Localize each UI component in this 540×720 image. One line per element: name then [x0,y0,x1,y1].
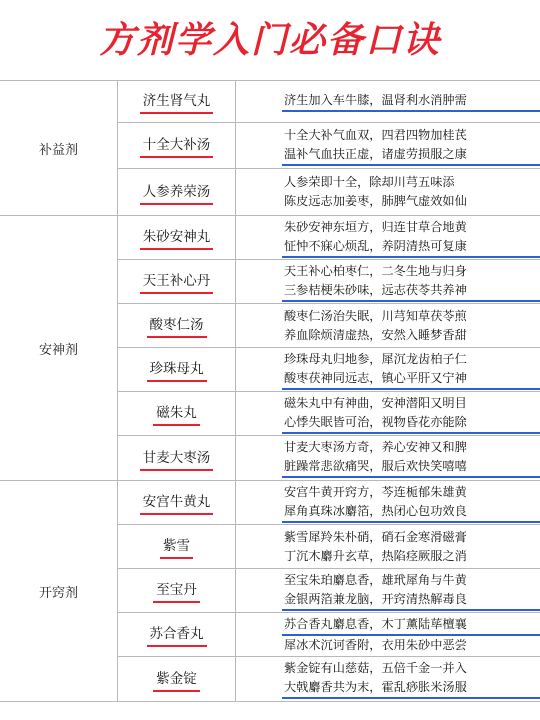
category-label: 补益剂 [0,81,118,215]
formula-name-cell [118,81,236,122]
formula-name: 十全大补汤 [140,133,214,158]
formula-name-cell [118,613,236,656]
formula-table [0,80,540,702]
verse-line: 十全大补气血双，四君四物加桂芪 [284,127,467,142]
formula-name: 紫金锭 [153,667,200,692]
formula-name: 至宝丹 [153,578,200,603]
mnemonic-verse [236,436,540,480]
verse-line: 三参桔梗朱砂味，远志茯苓共养神 [282,281,540,302]
formula-name-cell [118,657,236,701]
formula-list [118,81,540,215]
formula-row [118,169,540,215]
formula-name: 磁朱丸 [153,401,200,426]
mnemonic-verse [236,169,540,215]
formula-name: 天王补心丹 [140,269,214,294]
formula-name: 安宫牛黄丸 [140,490,214,515]
category-label: 开窍剂 [0,481,118,701]
verse-line: 脏躁常悲欲痛哭，服后欢快笑嘻嘻 [282,457,540,478]
verse-line: 丁沉木麝升玄草，热陷痉厥服之消 [284,548,467,563]
verse-line: 珍珠母丸归地参，犀沉龙齿柏子仁 [284,351,467,366]
verse-line: 酸枣仁汤治失眠，川芎知草茯苓煎 [284,308,467,323]
formula-row [118,569,540,613]
category-label: 安神剂 [0,216,118,480]
formula-row [118,260,540,304]
formula-name-cell [118,123,236,168]
verse-line: 朱砂安神东垣方，归连甘草合地黄 [284,219,467,234]
mnemonic-verse [236,304,540,347]
mnemonic-verse [236,525,540,568]
formula-name: 济生肾气丸 [140,89,214,114]
formula-row [118,216,540,260]
mnemonic-verse [236,481,540,524]
mnemonic-verse [236,123,540,168]
formula-row [118,348,540,392]
formula-row [118,304,540,348]
mnemonic-verse [236,81,540,122]
verse-line: 苏合香丸麝息香，木丁薰陆荜檀襄 [282,615,540,636]
mnemonic-verse [236,657,540,701]
verse-line: 安宫牛黄开窍方，芩连栀郁朱雄黄 [284,484,467,499]
formula-name-cell [118,304,236,347]
category-row [0,481,540,701]
mnemonic-verse [236,392,540,435]
category-row [0,81,540,216]
verse-line: 人参荣即十全，除却川芎五味添 [284,175,455,189]
formula-name: 珍珠母丸 [147,357,207,382]
verse-line: 紫金锭有山慈菇，五倍千金一并入 [284,661,467,675]
verse-line: 至宝朱珀麝息香，雄玳犀角与牛黄 [284,572,467,587]
verse-line: 大戟麝香共为末，霍乱痧胀米汤服 [282,678,540,699]
verse-line: 酸枣茯神同远志，镇心平肝又宁神 [282,369,540,390]
formula-name: 甘麦大枣汤 [140,446,214,471]
formula-name: 苏合香丸 [147,622,207,647]
formula-row [118,481,540,525]
formula-name-cell [118,525,236,568]
verse-line: 磁朱丸中有神曲，安神潜阳又明目 [284,395,467,410]
formula-row [118,392,540,436]
formula-list [118,216,540,480]
verse-line: 养血除烦清虚热，安然入睡梦香甜 [284,327,467,342]
verse-line: 犀角真珠冰麝箔，热闭心包功效良 [282,502,540,523]
verse-line: 甘麦大枣汤方奇，养心安神又和脾 [284,440,467,454]
formula-name-cell [118,569,236,612]
formula-row [118,657,540,701]
formula-name-cell [118,260,236,303]
formula-row [118,123,540,169]
verse-line: 紫雪犀羚朱朴硝，硝石金寒滑磁膏 [284,529,467,544]
formula-name-cell [118,348,236,391]
verse-line: 陈皮远志加姜枣，肺脾气虚效如仙 [284,194,467,208]
page-title: 方剂学入门必备口诀 [98,20,441,61]
formula-name: 朱砂安神丸 [140,225,214,250]
formula-name: 酸枣仁汤 [147,313,207,338]
formula-row [118,525,540,569]
formula-name-cell [118,216,236,259]
formula-list [118,481,540,701]
formula-name: 人参养荣汤 [140,180,214,205]
formula-name-cell [118,392,236,435]
mnemonic-verse [236,613,540,656]
verse-line: 犀冰术沉诃香附，衣用朱砂中恶尝 [284,637,467,652]
verse-line: 怔忡不寐心烦乱，养阴清热可复康 [282,237,540,258]
formula-name-cell [118,481,236,524]
formula-name: 紫雪 [160,534,193,559]
formula-name-cell [118,436,236,480]
verse-line: 金银两箔兼龙脑，开窍清热解毒良 [282,590,540,611]
category-row [0,216,540,481]
verse-line: 天王补心柏枣仁，二冬生地与归身 [284,263,467,278]
formula-row [118,436,540,480]
verse-line: 济生加入车牛膝，温肾利水消肿需 [282,91,540,112]
mnemonic-verse [236,569,540,612]
verse-line: 温补气血扶正虚，诸虚劳损服之康 [282,145,540,166]
mnemonic-verse [236,260,540,303]
formula-name-cell [118,169,236,215]
mnemonic-verse [236,216,540,259]
formula-row [118,613,540,657]
formula-row [118,81,540,123]
verse-line: 心悸失眠皆可治，视物昏花亦能除 [282,413,540,434]
mnemonic-verse [236,348,540,391]
